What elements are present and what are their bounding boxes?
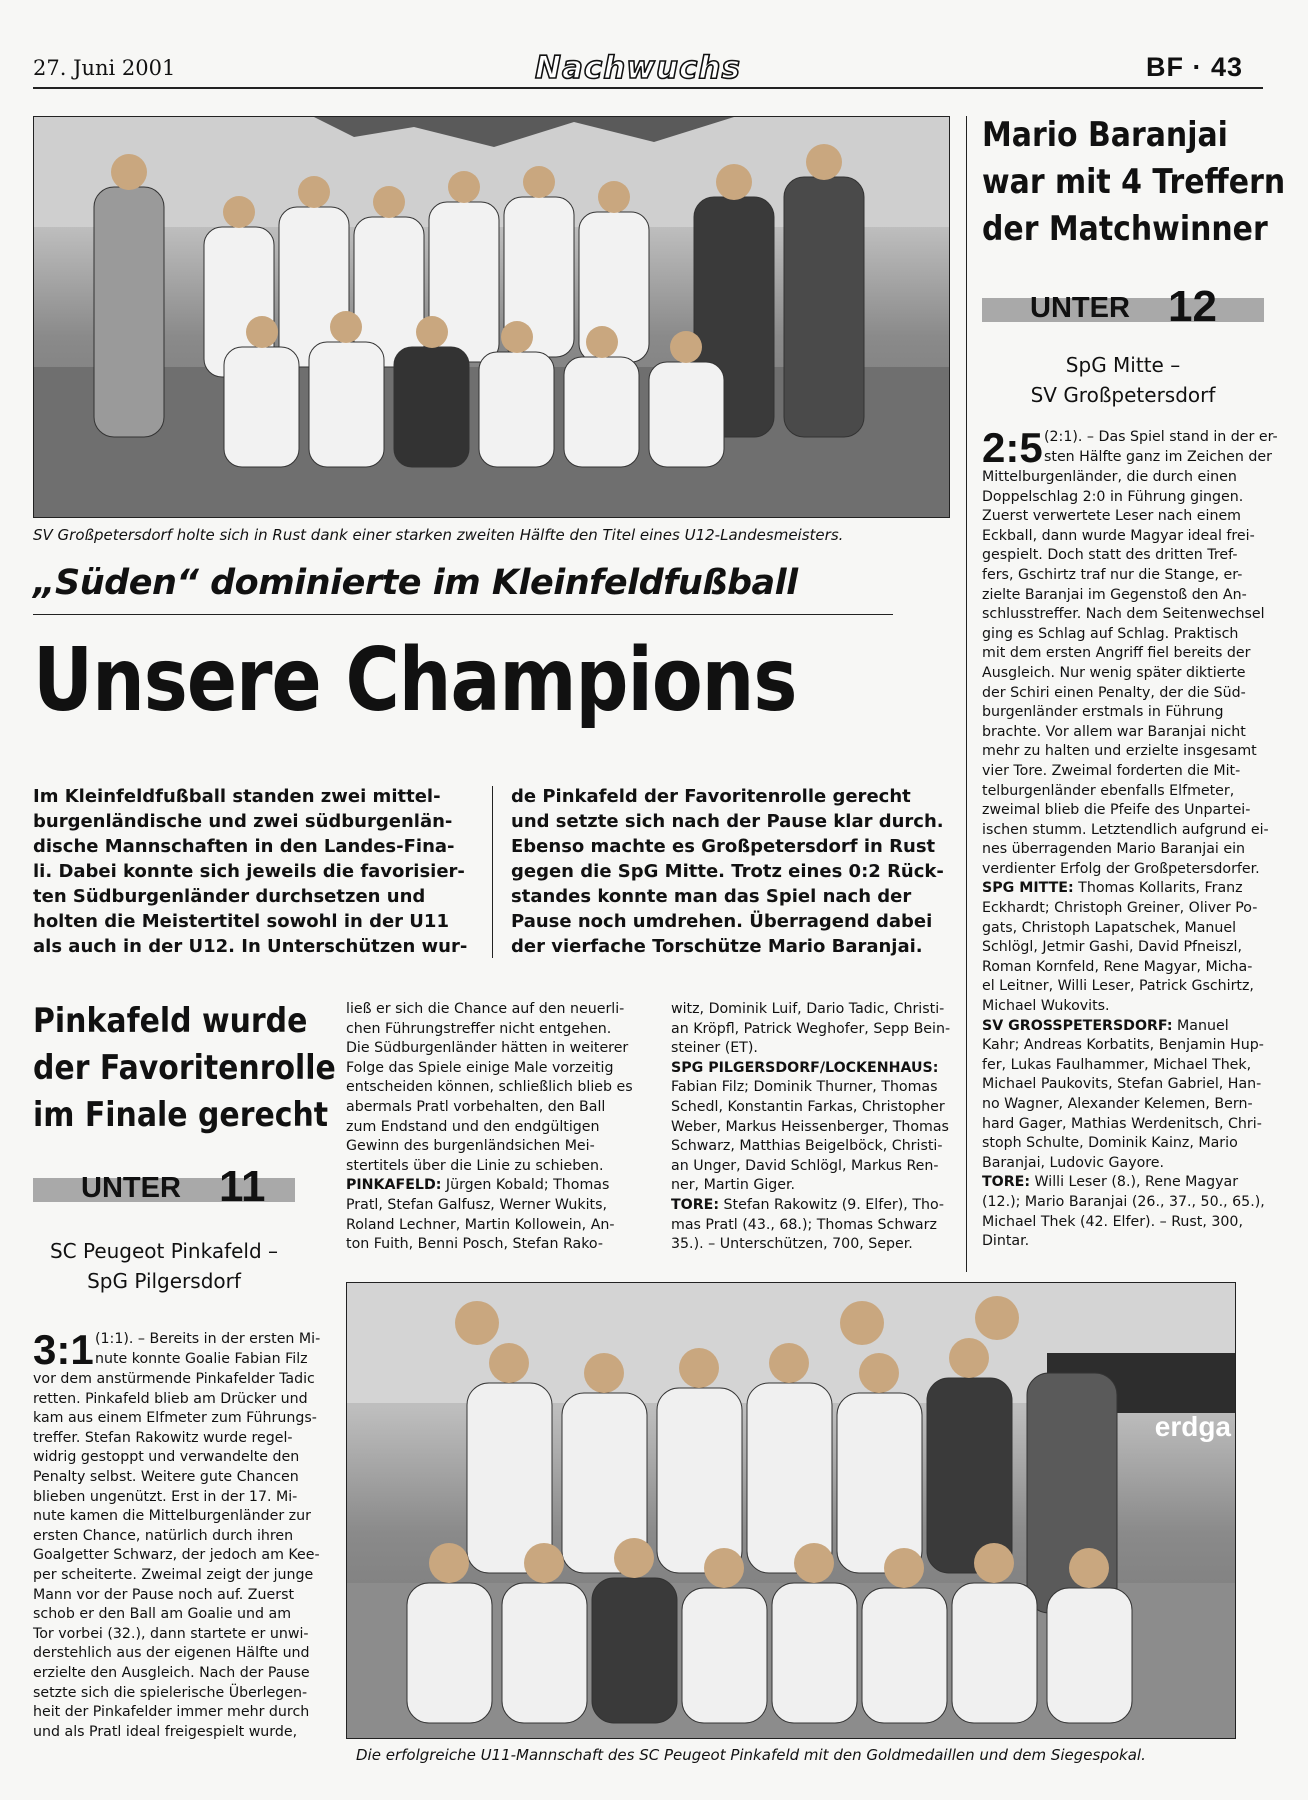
- u11-line: Gewinn des burgenländsichen Mei-: [346, 1138, 595, 1155]
- u12-halftime: (2:1).: [1044, 429, 1083, 445]
- sidebar-divider: [966, 116, 967, 1272]
- u11-report-col-1: [33, 1326, 323, 1742]
- u11-line: Schwarz, Matthias Beigelböck, Christi-: [671, 1138, 943, 1155]
- u12-match-line: SpG Mitte –: [1065, 353, 1181, 377]
- u12-line: hard Gager, Mathias Werdenitsch, Chri-: [982, 1115, 1262, 1132]
- lead-line: standes konnte man das Spiel nach der: [511, 886, 912, 907]
- u12-headline-line: der Matchwinner: [982, 209, 1268, 249]
- u12-age-bar: [982, 282, 1264, 331]
- section-title: Nachwuchs: [535, 50, 741, 86]
- u12-line: Michael Wukovits.: [982, 998, 1110, 1015]
- pilgersdorf-lineup-label: SPG PILGERSDORF/LOCKENHAUS:: [671, 1059, 939, 1076]
- team-photo-u11: [346, 1282, 1236, 1739]
- u12-headline-line: Mario Baranjai: [982, 115, 1228, 155]
- u12-line: Roman Kornfeld, Rene Magyar, Micha-: [982, 958, 1253, 975]
- lead-line: Ebenso machte es Großpetersdorf in Rust: [511, 836, 936, 857]
- u12-headline-line: war mit 4 Treffern: [982, 162, 1286, 202]
- u12-line: mit dem ersten Angriff fiel bereits der: [982, 645, 1251, 662]
- u11-first-line: – Bereits in der ersten Mi-: [133, 1331, 321, 1347]
- u12-line: der Schiri einen Penalty, der die Süd-: [982, 684, 1246, 701]
- u11-line: 35.). – Unterschützen, 700, Seper.: [671, 1236, 913, 1253]
- photo-caption-bottom: Die erfolgreiche U11-Mannschaft des SC Peugeot Pinkafeld mit den Goldmedaillen und dem Siegespokal.: [356, 1746, 1146, 1764]
- page-number: BF · 43: [1146, 52, 1244, 82]
- photo-caption-top: SV Großpetersdorf holte sich in Rust dank einer starken zweiten Hälfte den Titel eines U12-Landesmeisters.: [33, 526, 844, 544]
- u11-line: ner, Martin Giger.: [671, 1177, 796, 1194]
- u11-line: entscheiden können, schließlich blieb es: [346, 1079, 633, 1096]
- u12-goals-label: TORE:: [982, 1174, 1031, 1191]
- u11-match-line: SC Peugeot Pinkafeld –: [49, 1239, 279, 1263]
- u11-line: Roland Lechner, Martin Kollowein, An-: [346, 1216, 615, 1233]
- u12-line: nes überragenden Mario Baranjai ein: [982, 841, 1246, 858]
- u11-report-col-2: [346, 1000, 636, 1255]
- lead-column-1: [33, 784, 483, 959]
- u11-headline: [33, 998, 336, 1139]
- u12-line: verdienter Erfolg der Großpetersdorfer.: [982, 860, 1260, 877]
- lead-line: holten die Meistertitel sowohl in der U11: [33, 911, 449, 932]
- kicker: „Süden“ dominierte im Kleinfeldfußball: [33, 563, 798, 603]
- u11-line: retten. Pinkafeld blieb am Drücker und: [33, 1390, 308, 1407]
- u12-line: gespielt. Doch statt des dritten Tref-: [982, 547, 1238, 564]
- u11-line: vor dem anstürmende Pinkafelder Tadic: [33, 1371, 315, 1387]
- lead-line: dische Mannschaften in den Landes-Fina-: [33, 836, 455, 857]
- u11-line: Pratl, Stefan Galfusz, Werner Wukits,: [346, 1196, 608, 1213]
- u11-line: ersten Chance, natürlich durch ihren: [33, 1527, 294, 1544]
- u11-line: Goalgetter Schwarz, der jedoch am Kee-: [33, 1547, 320, 1564]
- u11-line: Penalty selbst. Weitere gute Chancen: [33, 1468, 299, 1485]
- lead-column-2: [511, 784, 961, 959]
- u12-line: gats, Christoph Lapatschek, Manuel: [982, 919, 1237, 936]
- u11-line: abermals Pratl vorbehalten, den Ball: [346, 1098, 606, 1115]
- u11-line: und als Pratl ideal freigespielt wurde,: [33, 1723, 298, 1740]
- u12-line: Willi Leser (8.), Rene Magyar: [1030, 1174, 1239, 1191]
- u11-line: Tor vorbei (32.), dann startete er unwi-: [33, 1625, 309, 1642]
- lead-line: der vierfache Torschütze Mario Baranjai.: [511, 936, 923, 957]
- headline: Unsere Champions: [33, 630, 797, 732]
- u11-line: schob er den Ball am Goalie und am: [33, 1606, 292, 1623]
- u12-line: schlusstreffer. Nach dem Seitenwechsel: [982, 606, 1265, 623]
- u12-line: brachte. Vor allem war Baranjai nicht: [982, 723, 1246, 740]
- u12-line: Mittelburgenländer, die durch einen: [982, 469, 1237, 485]
- u12-line: Michael Thek (42. Elfer). – Rust, 300,: [982, 1213, 1243, 1230]
- lead-line: li. Dabei konnte sich jeweils die favorisier-: [33, 861, 465, 882]
- u11-headline-line: der Favoritenrolle: [33, 1048, 336, 1088]
- u12-headline: [982, 112, 1285, 253]
- u12-line: Schlögl, Jetmir Gashi, David Pfneiszl,: [982, 939, 1242, 956]
- grosspetersdorf-lineup-label: SV GROSSPETERSDORF:: [982, 1017, 1173, 1034]
- u12-age-label: UNTER: [1030, 292, 1130, 324]
- u11-line: an Kröpfl, Patrick Weghofer, Sepp Bein-: [671, 1020, 951, 1037]
- u11-match: [33, 1236, 295, 1296]
- u11-line: widrig gestoppt und verwandelte den: [33, 1449, 300, 1466]
- u12-line: (12.); Mario Baranjai (26., 37., 50., 65.),: [982, 1193, 1265, 1210]
- u12-line: el Leitner, Willi Leser, Patrick Gschirtz,: [982, 978, 1254, 995]
- u12-line: zielte Baranjai im Gegenstoß den An-: [982, 586, 1247, 603]
- u12-line: zweimal blieb die Pfeife des Unpartei-: [982, 802, 1251, 819]
- lead-line: und setzte sich nach der Pause klar durch.: [511, 811, 944, 832]
- u12-line: Eckball, dann wurde Magyar ideal frei-: [982, 527, 1255, 544]
- u12-line: vier Tore. Zweimal forderten die Mit-: [982, 762, 1241, 779]
- u11-line: ließ er sich die Chance auf den neuerli-: [346, 1001, 625, 1017]
- lead-line: burgenländische und zwei südburgenlän-: [33, 811, 453, 832]
- u11-headline-line: im Finale gerecht: [33, 1095, 329, 1135]
- u12-line: Eckhardt; Christoph Greiner, Oliver Po-: [982, 900, 1258, 917]
- kicker-rule: [33, 614, 893, 615]
- u12-line: ging es Schlag auf Schlag. Praktisch: [982, 625, 1239, 642]
- u11-line: treffer. Stefan Rakowitz wurde regel-: [33, 1429, 293, 1446]
- lead-divider: [492, 786, 493, 958]
- u11-line: an Unger, David Schlögl, Markus Ren-: [671, 1157, 939, 1174]
- u12-line: fer, Lukas Faulhammer, Michael Thek,: [982, 1056, 1252, 1073]
- u12-report: [982, 424, 1278, 1252]
- team-photo-u12: [33, 116, 950, 518]
- u11-report-col-3: [671, 1000, 961, 1255]
- u11-line: derstehlich aus der eigenen Hälfte und: [33, 1645, 310, 1662]
- u12-line: Zuerst verwertete Leser nach einem: [982, 508, 1241, 525]
- u12-line: fers, Gschirtz traf nur die Stange, er-: [982, 566, 1243, 583]
- u11-match-line: SpG Pilgersdorf: [87, 1269, 241, 1293]
- u11-halftime: (1:1).: [95, 1331, 134, 1347]
- u12-line: telburgenländer ebenfalls Elfmeter,: [982, 782, 1235, 799]
- lead-line: als auch in der U12. In Unterschützen wur-: [33, 936, 468, 957]
- header-rule: [33, 87, 1263, 89]
- u12-line: Kahr; Andreas Korbatits, Benjamin Hup-: [982, 1037, 1264, 1054]
- u11-second-line: nute konnte Goalie Fabian Filz: [95, 1351, 308, 1367]
- u12-line: Dintar.: [982, 1233, 1030, 1250]
- u12-line: Baranjai, Ludovic Gayore.: [982, 1154, 1165, 1171]
- lead-line: de Pinkafeld der Favoritenrolle gerecht: [511, 786, 911, 807]
- u11-headline-line: Pinkafeld wurde: [33, 1001, 308, 1041]
- u11-line: Fabian Filz; Dominik Thurner, Thomas: [671, 1079, 938, 1096]
- u12-second-line: sten Hälfte ganz im Zeichen der: [1044, 449, 1272, 465]
- u11-line: nute kamen die Mittelburgenländer zur: [33, 1508, 311, 1525]
- u12-line: burgenländer erstmals in Führung: [982, 704, 1224, 721]
- lead-line: Im Kleinfeldfußball standen zwei mittel-: [33, 786, 441, 807]
- u11-age-number: 11: [219, 1162, 266, 1211]
- u11-age-label: UNTER: [81, 1172, 181, 1204]
- u11-line: zum Endstand und den endgültigen: [346, 1118, 600, 1135]
- lead-line: ten Südburgenländer durchsetzen und: [33, 886, 426, 907]
- u11-line: Weber, Markus Heissenberger, Thomas: [671, 1118, 949, 1135]
- u11-line: Stefan Rakowitz (9. Elfer), Tho-: [719, 1196, 945, 1213]
- u12-line: mehr zu halten und erzielte insgesamt: [982, 743, 1257, 760]
- u12-age-number: 12: [1168, 282, 1217, 331]
- lead-line: Pause noch umdrehen. Überragend dabei: [511, 911, 933, 932]
- u12-first-line: – Das Spiel stand in der er-: [1082, 429, 1278, 445]
- u11-line: kam aus einem Elfmeter zum Führungs-: [33, 1410, 317, 1427]
- u11-line: chen Führungstreffer nicht entgehen.: [346, 1020, 612, 1037]
- u11-line: erzielte den Ausgleich. Nach der Pause: [33, 1664, 310, 1681]
- mitte-lineup-label: SPG MITTE:: [982, 880, 1074, 897]
- u11-line: stertitels über die Linie zu schieben.: [346, 1157, 604, 1174]
- u12-line: Michael Paukovits, Stefan Gabriel, Han-: [982, 1076, 1262, 1093]
- u12-match-line: SV Großpetersdorf: [1030, 383, 1216, 407]
- u12-line: Doppelschlag 2:0 in Führung gingen.: [982, 488, 1244, 505]
- u12-match: [982, 350, 1264, 410]
- issue-date: 27. Juni 2001: [33, 56, 176, 80]
- u12-line: Manuel: [1172, 1017, 1229, 1034]
- u11-line: setzte sich die spielerische Überlegen-: [33, 1684, 308, 1701]
- u12-line: Ausgleich. Nur wenig später diktierte: [982, 664, 1246, 681]
- u11-line: heit der Pinkafelder immer mehr durch: [33, 1704, 310, 1721]
- u12-score: 2:5: [982, 424, 1043, 471]
- u11-line: Schedl, Konstantin Farkas, Christopher: [671, 1098, 945, 1115]
- u12-line: Thomas Kollarits, Franz: [1073, 880, 1243, 897]
- u12-line: no Wagner, Alexander Kelemen, Bern-: [982, 1096, 1253, 1112]
- u11-line: Mann vor der Pause noch auf. Zuerst: [33, 1586, 295, 1603]
- u11-line: Jürgen Kobald; Thomas: [441, 1177, 610, 1194]
- u11-line: mas Pratl (43., 68.); Thomas Schwarz: [671, 1216, 937, 1233]
- u11-line: Die Südburgenländer hätten in weiterer: [346, 1040, 629, 1057]
- u11-line: Folge das Spiele einige Male vorzeitig: [346, 1059, 614, 1076]
- u11-line: steiner (ET).: [671, 1040, 758, 1057]
- u12-line: stoph Schulte, Dominik Kainz, Mario: [982, 1135, 1238, 1152]
- u11-line: blieben ungenützt. Erst in der 17. Mi-: [33, 1488, 298, 1505]
- u11-line: ton Fuith, Benni Posch, Stefan Rako-: [346, 1236, 603, 1253]
- u11-line: witz, Dominik Luif, Dario Tadic, Christi-: [671, 1001, 945, 1017]
- u11-age-bar: [33, 1162, 295, 1211]
- banner-text: erdga: [1154, 1411, 1231, 1442]
- u11-score: 3:1: [33, 1326, 94, 1373]
- u11-goals-label: TORE:: [671, 1196, 720, 1213]
- lead-line: gegen die SpG Mitte. Trotz eines 0:2 Rück-: [511, 861, 944, 882]
- pinkafeld-lineup-label: PINKAFELD:: [346, 1177, 442, 1194]
- u11-line: per scheiterte. Zweimal zeigt der junge: [33, 1566, 314, 1583]
- u12-line: ischen stumm. Letztendlich aufgrund ei-: [982, 821, 1269, 838]
